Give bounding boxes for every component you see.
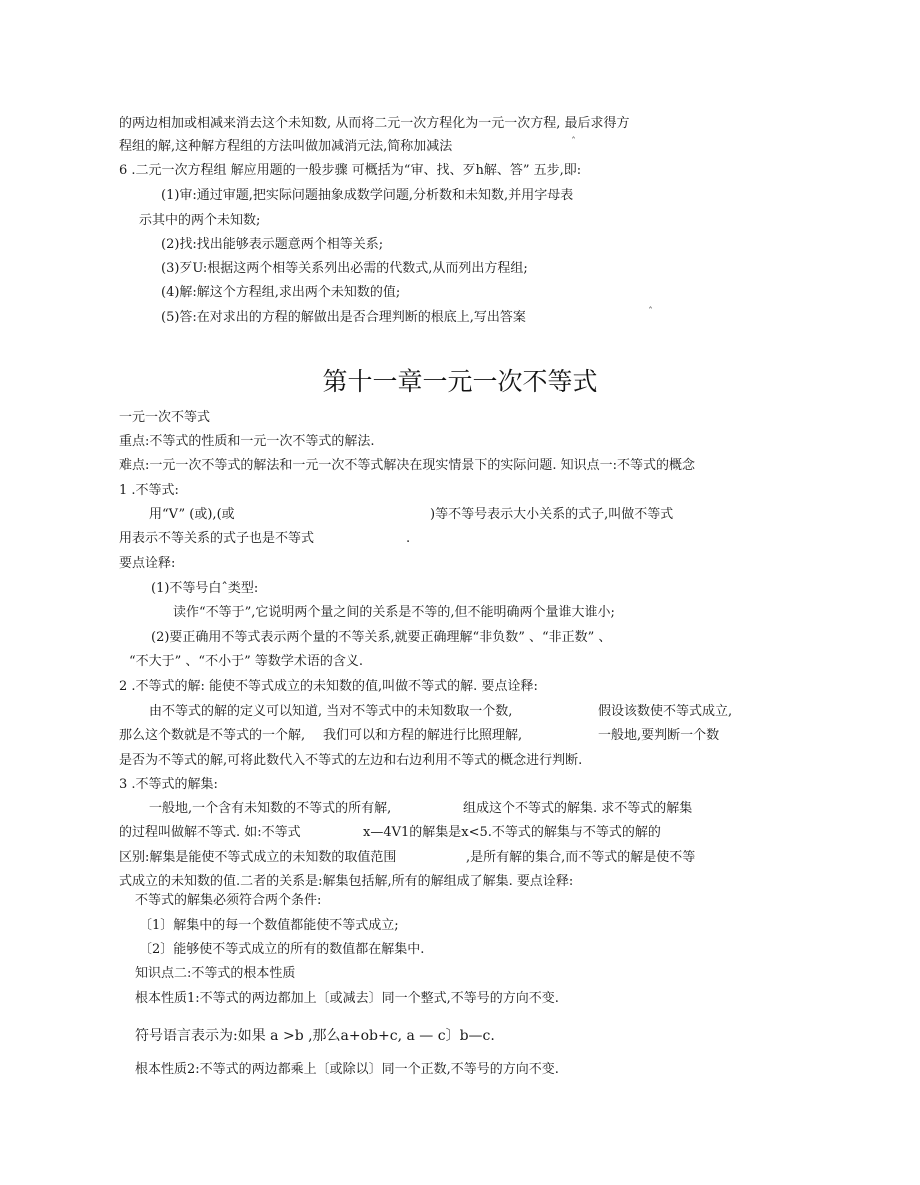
section-title: 一元一次不等式 [119, 410, 211, 425]
stray-mark: ˆ [571, 137, 576, 148]
difficult-point: 难点:一元一次不等式的解法和一元一次不等式解决在现实情景下的实际问题. 知识点一:不等式的概念 [119, 458, 696, 473]
step-4: (4)解:解这个方程组,求出两个未知数的值; [161, 285, 401, 300]
chapter-title: 第十一章一元一次不等式 [322, 367, 598, 396]
k2-heading: 知识点二:不等式的根本性质 [135, 966, 296, 981]
p1-note-2b: “不大于” 、“不小于” 等数学术语的含义. [129, 654, 363, 669]
step-5: (5)答:在对求出的方程的解做出是否合理判断的根底上,写出答案 [161, 310, 526, 325]
intro-line-1: 的两边相加或相减来消去这个未知数, 从而将二元一次方程化为一元一次方程, 最后求得方 [119, 116, 630, 131]
p1-def-b: )等不等号表示大小关系的式子,叫做不等式 [430, 507, 674, 522]
p3-line-a1: 一般地,一个含有未知数的不等式的所有解, [149, 801, 392, 816]
p1-note: 要点诠释: [119, 556, 176, 571]
p2-line-a1: 由不等式的解的定义可以知道, 当对不等式中的未知数取一个数, [149, 704, 513, 719]
p3-line-b2: x—4V1的解集是x<5.不等式的解集与不等式的解的 [363, 825, 661, 840]
stray-mark: ˆ [648, 307, 653, 318]
p1-def-c: 用表示不等关系的式子也是不等式 [119, 531, 315, 546]
intro-step-heading: 6 .二元一次方程组 解应用题的一般步骤 可概括为“审、找、歹h解、答” 五步,即: [119, 163, 582, 178]
p1-heading: 1 .不等式: [119, 483, 179, 498]
p2-heading: 2 .不等式的解: 能使不等式成立的未知数的值,叫做不等式的解. 要点诠释: [119, 679, 538, 694]
k2-property-1: 根本性质1:不等式的两边都加上〔或减去〕同一个整式,不等号的方向不变. [135, 991, 559, 1006]
step-1b: 示其中的两个未知数; [139, 213, 261, 228]
key-point: 重点:不等式的性质和一元一次不等式的解法. [119, 434, 375, 449]
p1-def-d: . [406, 531, 411, 546]
p3-cond-1: 〔1〕解集中的每一个数值都能使不等式成立; [139, 918, 399, 933]
p2-line-b1: 那么这个数就是不等式的一个解, [119, 728, 306, 743]
p3-line-a2: 组成这个不等式的解集. 求不等式的解集 [463, 801, 693, 816]
p2-line-c: 是否为不等式的解,可将此数代入不等式的左边和右边利用不等式的概念进行判断. [119, 753, 583, 768]
p1-note-1: (1)不等号白ˆ类型: [151, 581, 259, 596]
p2-line-b2: 我们可以和方程的解进行比照理解, [323, 728, 523, 743]
p1-def-a: 用“V” (或),(或 [149, 507, 235, 522]
step-1a: (1)审:通过审题,把实际问题抽象成数学问题,分析数和未知数,并用字母表 [161, 188, 574, 203]
k2-property-2: 根本性质2:不等式的两边都乘上〔或除以〕同一个正数,不等号的方向不变. [135, 1062, 559, 1077]
p3-line-b1: 的过程叫做解不等式. 如:不等式 [119, 825, 301, 840]
p3-line-e: 不等式的解集必须符合两个条件: [135, 893, 322, 908]
p1-note-1a: 读作“不等于”,它说明两个量之间的关系是不等的,但不能明确两个量谁大谁小; [173, 605, 615, 620]
intro-line-2: 程组的解,这种解方程组的方法叫做加减消元法,简称加减法 [119, 139, 453, 154]
p3-line-d: 式成立的未知数的值.二者的关系是:解集包括解,所有的解组成了解集. 要点诠释: [119, 874, 574, 889]
p3-line-c1: 区别:解集是能使不等式成立的未知数的取值范围 [119, 850, 397, 865]
p2-line-a2: 假设该数使不等式成立, [598, 704, 733, 719]
step-2: (2)找:找出能够表示题意两个相等关系; [161, 237, 384, 252]
p2-line-b3: 一般地,要判断一个数 [598, 728, 720, 743]
p1-note-2: (2)要正确用不等式表示两个量的不等关系,就要正确理解“非负数” 、“非正数” 、 [151, 630, 612, 645]
p3-heading: 3 .不等式的解集: [119, 777, 218, 792]
p3-cond-2: 〔2〕能够使不等式成立的所有的数值都在解集中. [139, 942, 425, 957]
step-3: (3)歹U:根据这两个相等关系列出必需的代数式,从而列出方程组; [161, 261, 528, 276]
k2-symbol-expression: 符号语言表示为:如果 a >b ,那么a+ob+c, a — c〕b—c. [135, 1028, 495, 1044]
p3-line-c2: ,是所有解的集合,而不等式的解是使不等 [466, 850, 696, 865]
